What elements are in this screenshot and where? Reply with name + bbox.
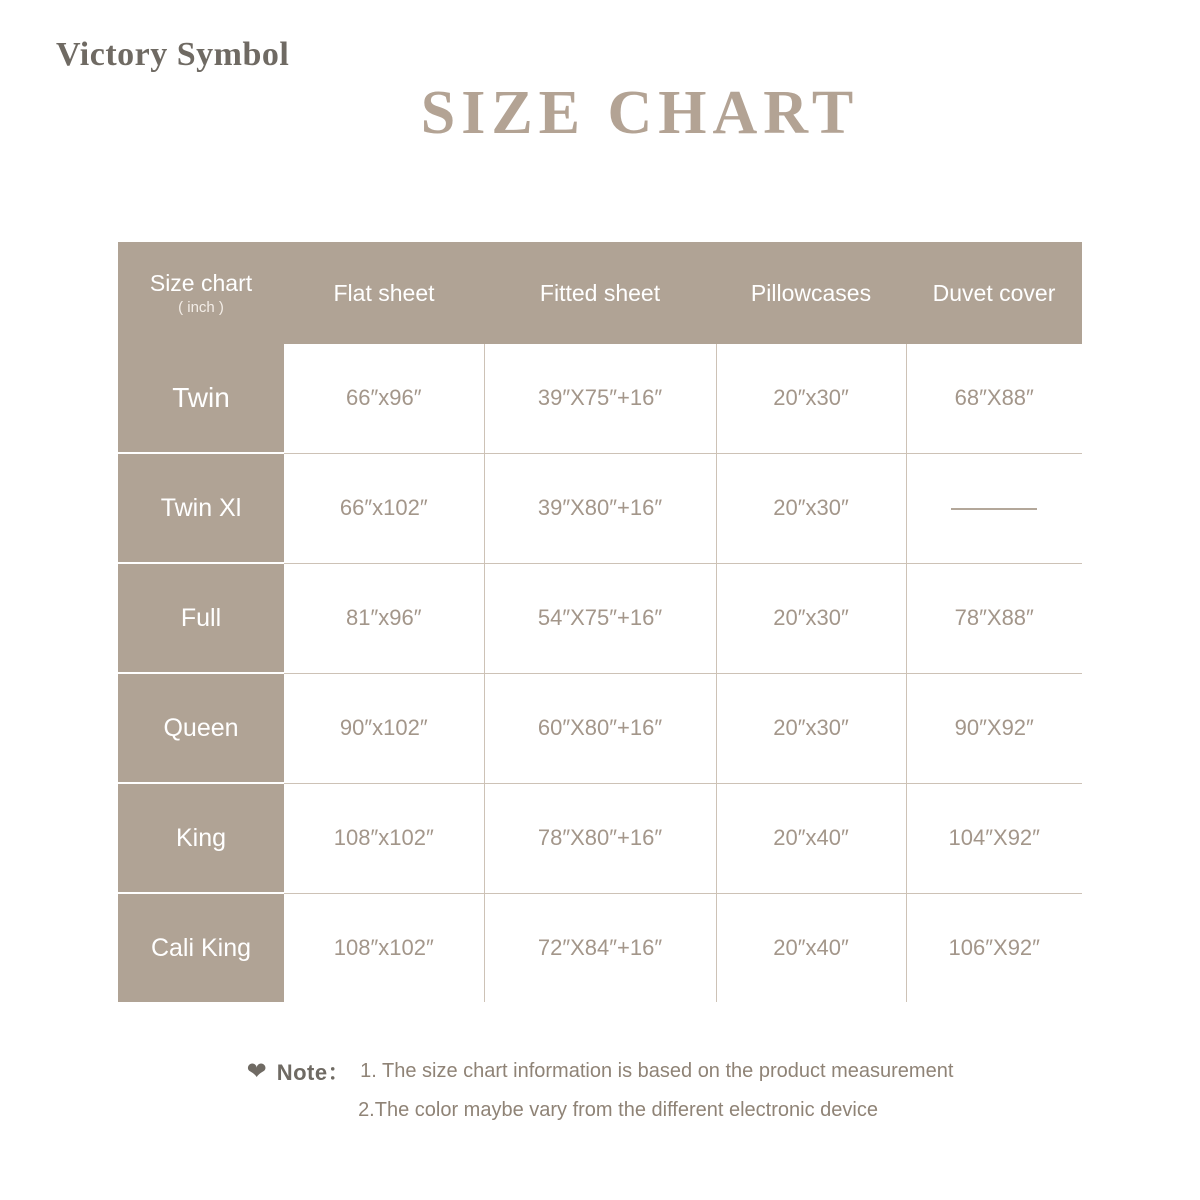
table-header — [118, 242, 1082, 344]
table-body — [118, 344, 1082, 1002]
cell-queen-pillow: 20″x30″ — [716, 673, 906, 783]
cell-full-duvet: 78″X88″ — [906, 563, 1082, 673]
cell-queen-duvet: 90″X92″ — [906, 673, 1082, 783]
note-section — [0, 1056, 1200, 1122]
cell-queen-flat: 90″x102″ — [284, 673, 484, 783]
brand-title: Victory Symbol — [56, 36, 290, 73]
table-row — [118, 563, 1082, 673]
column-header-size-chart — [118, 242, 284, 344]
note-text-1: 1. The size chart information is based on the product measurement — [360, 1060, 954, 1082]
heart-icon: ❤ — [246, 1057, 267, 1085]
column-header-pillowcases: Pillowcases — [716, 242, 906, 344]
note-text-2: 2.The color maybe vary from the different electronic device — [358, 1099, 878, 1121]
cell-twinxl-duvet — [906, 453, 1082, 563]
cell-twin-fitted: 39″X75″+16″ — [484, 344, 716, 453]
page-title: SIZE CHART — [420, 79, 860, 147]
cell-twinxl-fitted: 39″X80″+16″ — [484, 453, 716, 563]
cell-twinxl-flat: 66″x102″ — [284, 453, 484, 563]
cell-twinxl-pillow: 20″x30″ — [716, 453, 906, 563]
cell-queen-fitted: 60″X80″+16″ — [484, 673, 716, 783]
empty-dash-icon — [951, 508, 1037, 510]
cell-twin-pillow: 20″x30″ — [716, 344, 906, 453]
note-line-1 — [0, 1056, 1200, 1087]
column-header-label: Size chart — [149, 270, 253, 296]
table-row — [118, 893, 1082, 1002]
size-chart-table — [118, 242, 1082, 1002]
note-label: Note： — [276, 1060, 351, 1085]
column-header-fitted-sheet: Fitted sheet — [484, 242, 716, 344]
cell-caliking-fitted: 72″X84″+16″ — [484, 893, 716, 1002]
row-header-cali-king: Cali King — [118, 893, 284, 1002]
column-header-flat-sheet: Flat sheet — [284, 242, 484, 344]
column-header-duvet-cover: Duvet cover — [906, 242, 1082, 344]
column-header-unit: ( inch ) — [178, 299, 224, 316]
table-row — [118, 783, 1082, 893]
table-row — [118, 453, 1082, 563]
size-chart-table-wrapper — [118, 242, 1082, 1002]
row-header-twin: Twin — [118, 344, 284, 453]
cell-king-flat: 108″x102″ — [284, 783, 484, 893]
cell-king-duvet: 104″X92″ — [906, 783, 1082, 893]
cell-twin-duvet: 68″X88″ — [906, 344, 1082, 453]
cell-full-pillow: 20″x30″ — [716, 563, 906, 673]
table-row — [118, 673, 1082, 783]
cell-caliking-duvet: 106″X92″ — [948, 934, 1040, 960]
cell-twin-flat: 66″x96″ — [284, 344, 484, 453]
cell-caliking-pillow: 20″x40″ — [716, 893, 906, 1002]
table-row — [118, 344, 1082, 453]
cell-caliking-flat: 108″x102″ — [284, 893, 484, 1002]
row-header-twin-xl: Twin Xl — [118, 453, 284, 563]
row-header-full: Full — [118, 563, 284, 673]
cell-king-fitted: 78″X80″+16″ — [484, 783, 716, 893]
row-header-king: King — [118, 783, 284, 893]
table-header-row — [118, 242, 1082, 344]
cell-full-flat: 81″x96″ — [284, 563, 484, 673]
cell-king-pillow: 20″x40″ — [716, 783, 906, 893]
row-header-queen: Queen — [118, 673, 284, 783]
cell-full-fitted: 54″X75″+16″ — [484, 563, 716, 673]
